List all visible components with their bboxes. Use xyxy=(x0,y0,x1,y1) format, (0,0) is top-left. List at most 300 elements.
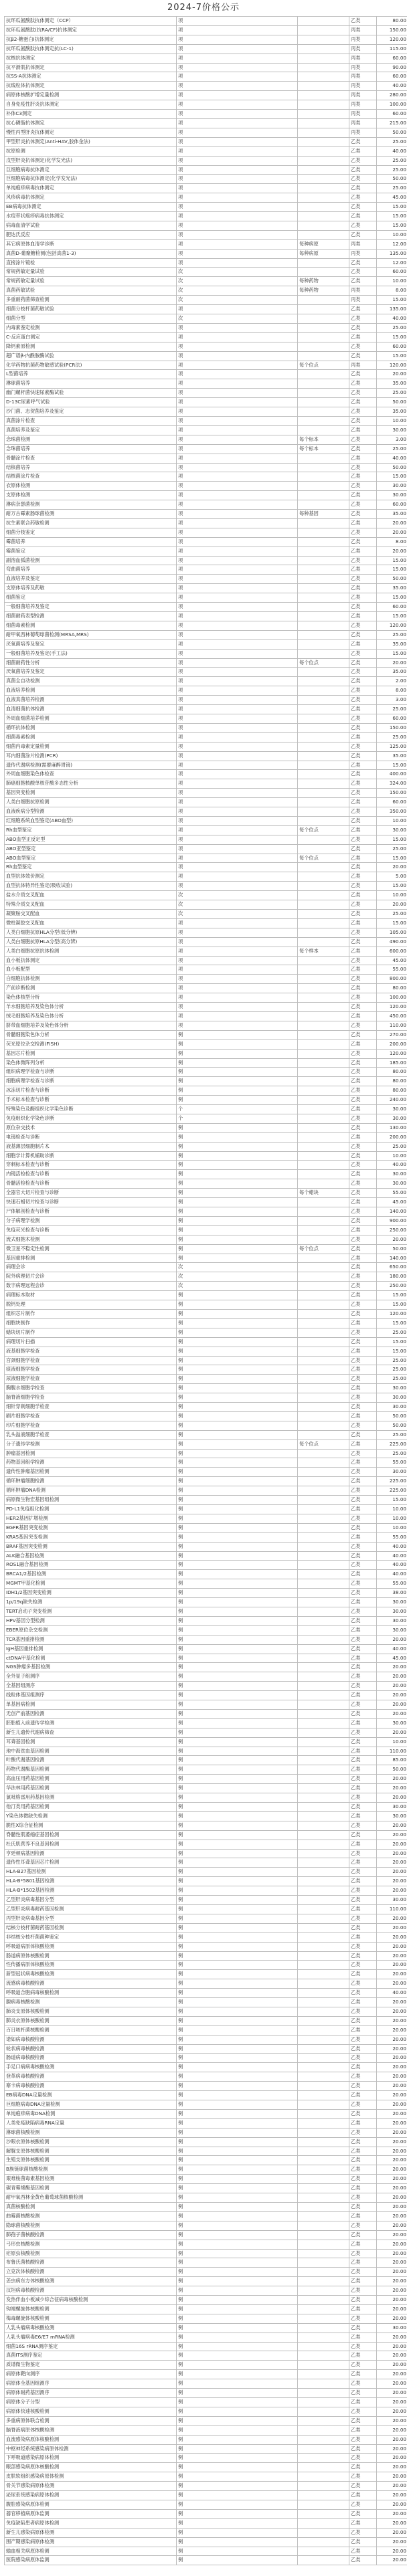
table-row xyxy=(5,882,407,891)
cell-note xyxy=(298,2211,349,2221)
table-row xyxy=(5,2258,407,2268)
cell-item-name: 其它病原体血清学诊断 xyxy=(5,239,177,249)
cell-unit: 例 xyxy=(177,2211,298,2221)
table-row xyxy=(5,444,407,454)
table-row xyxy=(5,1421,407,1430)
cell-unit: 项 xyxy=(177,100,298,110)
table-row xyxy=(5,165,407,175)
cell-unit: 例 xyxy=(177,1998,298,2007)
table-row xyxy=(5,342,407,351)
cell-note xyxy=(298,2518,349,2528)
table-row xyxy=(5,816,407,825)
cell-item-name: 病理标本取材 xyxy=(5,1291,177,1300)
cell-note xyxy=(298,1086,349,1096)
cell-note xyxy=(298,686,349,696)
cell-item-name: Rh血型鉴定 xyxy=(5,825,177,835)
cell-unit: 例 xyxy=(177,1747,298,1756)
cell-unit: 例 xyxy=(177,2500,298,2509)
cell-unit: 项 xyxy=(177,416,298,425)
cell-unit: 例 xyxy=(177,2147,298,2156)
cell-price: 20.00 xyxy=(377,2025,407,2035)
cell-category: 乙类 xyxy=(349,918,377,928)
cell-unit: 例 xyxy=(177,2407,298,2416)
cell-note xyxy=(298,2323,349,2333)
cell-unit: 项 xyxy=(177,732,298,742)
cell-unit: 例 xyxy=(177,1123,298,1132)
cell-price: 25.00 xyxy=(377,165,407,175)
table-row xyxy=(5,2147,407,2156)
cell-item-name: 支原体检测 xyxy=(5,491,177,500)
cell-category: 丙类 xyxy=(349,25,377,35)
cell-unit: 例 xyxy=(177,1942,298,1951)
cell-item-name: 血小板抗体测定 xyxy=(5,956,177,965)
cell-price: 110.00 xyxy=(377,1747,407,1756)
cell-note xyxy=(298,630,349,639)
cell-note xyxy=(298,1151,349,1161)
cell-price: 35.00 xyxy=(377,407,407,417)
cell-category: 乙类 xyxy=(349,258,377,268)
cell-category: 乙类 xyxy=(349,342,377,351)
cell-unit: 例 xyxy=(177,1077,298,1086)
cell-item-name: ABO血型正反定型 xyxy=(5,835,177,844)
cell-unit: 项 xyxy=(177,677,298,686)
cell-price: 30.00 xyxy=(377,482,407,491)
cell-price: 30.00 xyxy=(377,1607,407,1616)
cell-unit: 项 xyxy=(177,118,298,128)
cell-item-name: EB病毒抗体测定 xyxy=(5,203,177,212)
cell-item-name: 呼吸道病原体核酸检测 xyxy=(5,1942,177,1951)
cell-note xyxy=(298,398,349,407)
cell-note xyxy=(298,1644,349,1654)
cell-price: 40.00 xyxy=(377,146,407,156)
cell-note xyxy=(298,44,349,54)
cell-price: 20.00 xyxy=(377,2137,407,2147)
cell-note xyxy=(298,1672,349,1682)
cell-unit: 例 xyxy=(177,2035,298,2044)
cell-item-name: 甲型肝炎抗体测定(Anti-HAV,胶体金法) xyxy=(5,137,177,146)
cell-item-name: MGMT甲基化检测 xyxy=(5,1579,177,1589)
cell-unit: 例 xyxy=(177,2491,298,2500)
cell-item-name: 杜氏肌营养不良基因检测 xyxy=(5,1840,177,1849)
cell-unit: 项 xyxy=(177,332,298,342)
cell-note xyxy=(298,1384,349,1393)
cell-price: 5.00 xyxy=(377,872,407,882)
cell-unit: 例 xyxy=(177,1933,298,1942)
cell-unit: 次 xyxy=(177,1272,298,1282)
table-row xyxy=(5,239,407,249)
cell-item-name: 细针穿刺细胞学检查 xyxy=(5,1403,177,1412)
cell-unit: 项 xyxy=(177,165,298,175)
cell-note xyxy=(298,2202,349,2211)
cell-item-name: 副溶血弧菌检测 xyxy=(5,556,177,565)
cell-category: 乙类 xyxy=(349,175,377,184)
cell-unit: 例 xyxy=(177,1337,298,1347)
cell-note xyxy=(298,2444,349,2454)
cell-item-name: 脊髓性肌萎缩症基因检测 xyxy=(5,1830,177,1840)
cell-price: 20.00 xyxy=(377,1793,407,1803)
table-row xyxy=(5,705,407,714)
cell-price: 20.00 xyxy=(377,1672,407,1682)
cell-price: 20.00 xyxy=(377,1979,407,1989)
cell-category: 乙类 xyxy=(349,407,377,417)
cell-category: 乙类 xyxy=(349,658,377,668)
cell-price: 50.00 xyxy=(377,1244,407,1254)
cell-category: 乙类 xyxy=(349,1468,377,1477)
cell-unit: 例 xyxy=(177,2016,298,2025)
cell-item-name: 血清细菌抗体检测 xyxy=(5,705,177,714)
cell-unit: 例 xyxy=(177,2435,298,2444)
cell-category: 乙类 xyxy=(349,1151,377,1161)
cell-unit: 项 xyxy=(177,128,298,137)
cell-unit: 项 xyxy=(177,696,298,705)
cell-price: 120.00 xyxy=(377,621,407,630)
cell-price: 30.00 xyxy=(377,1896,407,1905)
cell-item-name: 肺孢子菌核酸检测 xyxy=(5,2230,177,2240)
cell-unit: 项 xyxy=(177,91,298,100)
cell-item-name: 基因重排检测 xyxy=(5,1254,177,1263)
cell-item-name: 胸腹水细胞学检查 xyxy=(5,1384,177,1393)
cell-price: 20.00 xyxy=(377,1663,407,1672)
cell-note xyxy=(298,1625,349,1635)
table-row xyxy=(5,928,407,937)
cell-item-name: 肺癌细胞核酸单核苷酸多态性分析 xyxy=(5,779,177,789)
table-row xyxy=(5,1189,407,1198)
cell-item-name: ctDNA甲基化检测 xyxy=(5,1654,177,1663)
cell-item-name: 病原体快速核酸检测 xyxy=(5,2407,177,2416)
cell-category: 乙类 xyxy=(349,807,377,817)
cell-price: 35.00 xyxy=(377,510,407,519)
cell-item-name: 细菌毒素检测 xyxy=(5,732,177,742)
cell-category: 乙类 xyxy=(349,416,377,425)
cell-note xyxy=(298,175,349,184)
cell-unit: 项 xyxy=(177,193,298,203)
cell-category: 乙类 xyxy=(349,1068,377,1077)
cell-note xyxy=(298,928,349,937)
cell-item-name: 快速石蜡切片检查与诊断 xyxy=(5,1198,177,1207)
table-row xyxy=(5,2240,407,2249)
cell-unit: 项 xyxy=(177,723,298,732)
cell-unit: 项 xyxy=(177,500,298,510)
cell-note xyxy=(298,2482,349,2491)
cell-category: 乙类 xyxy=(349,612,377,621)
cell-item-name: 遗传代谢病检测(需要麻醉胃镜) xyxy=(5,761,177,770)
cell-price: 20.00 xyxy=(377,2100,407,2110)
cell-item-name: 血型抗体效价测定 xyxy=(5,872,177,882)
cell-item-name: 全器官大切片检查与诊断 xyxy=(5,1189,177,1198)
cell-note xyxy=(298,2296,349,2305)
cell-price: 60.00 xyxy=(377,54,407,63)
cell-item-name: 寨卡病毒核酸检测 xyxy=(5,2082,177,2091)
cell-category: 乙类 xyxy=(349,1561,377,1570)
cell-price: 25.00 xyxy=(377,1430,407,1440)
table-row xyxy=(5,918,407,928)
cell-item-name: 人类白细胞抗原抗体检测 xyxy=(5,947,177,956)
cell-unit: 例 xyxy=(177,1635,298,1644)
cell-category: 乙类 xyxy=(349,2165,377,2175)
cell-item-name: 肥达氏反应 xyxy=(5,230,177,239)
cell-price: 40.00 xyxy=(377,1644,407,1654)
cell-item-name: 遗传性肿瘤基因检测 xyxy=(5,1468,177,1477)
cell-category: 乙类 xyxy=(349,1532,377,1542)
cell-category: 乙类 xyxy=(349,900,377,910)
table-row xyxy=(5,1542,407,1551)
cell-category: 乙类 xyxy=(349,2342,377,2351)
cell-note xyxy=(298,2230,349,2240)
table-row xyxy=(5,1225,407,1235)
cell-item-name: 真菌涂片检查 xyxy=(5,416,177,425)
cell-price: 30.00 xyxy=(377,1384,407,1393)
cell-unit: 项 xyxy=(177,54,298,63)
cell-category: 乙类 xyxy=(349,1216,377,1225)
table-row xyxy=(5,1840,407,1849)
cell-note xyxy=(298,1784,349,1793)
cell-unit: 例 xyxy=(177,1309,298,1318)
cell-item-name: 真菌核酸检测 xyxy=(5,2202,177,2211)
cell-price: 20.00 xyxy=(377,2463,407,2472)
cell-item-name: 循环肿瘤细胞检测 xyxy=(5,1477,177,1486)
cell-item-name: 真菌全自动检测 xyxy=(5,677,177,686)
cell-unit: 例 xyxy=(177,2463,298,2472)
cell-note xyxy=(298,761,349,770)
table-row xyxy=(5,1468,407,1477)
cell-item-name: 特殊染色及酶组织化学染色诊断 xyxy=(5,1105,177,1114)
cell-item-name: 耳内细菌涂片检测(PCR) xyxy=(5,751,177,761)
cell-note: 每个蜡块 xyxy=(298,1189,349,1198)
cell-note xyxy=(298,1365,349,1375)
cell-item-name: 细胞病理学检查与诊断 xyxy=(5,1077,177,1086)
cell-category: 乙类 xyxy=(349,2249,377,2258)
table-row xyxy=(5,258,407,268)
cell-note xyxy=(298,900,349,910)
table-row xyxy=(5,1384,407,1393)
cell-price: 20.00 xyxy=(377,1923,407,1933)
cell-category: 乙类 xyxy=(349,1039,377,1049)
cell-unit: 项 xyxy=(177,472,298,482)
cell-unit: 次 xyxy=(177,314,298,324)
cell-note xyxy=(298,2240,349,2249)
table-row xyxy=(5,2351,407,2361)
cell-price: 20.00 xyxy=(377,2044,407,2054)
cell-unit: 例 xyxy=(177,2118,298,2128)
table-row xyxy=(5,1142,407,1151)
table-row xyxy=(5,435,407,444)
cell-price: 20.00 xyxy=(377,1886,407,1896)
cell-item-name: 细菌分型 xyxy=(5,314,177,324)
cell-price: 45.00 xyxy=(377,956,407,965)
cell-price: 20.00 xyxy=(377,2398,407,2407)
cell-unit: 次 xyxy=(177,1263,298,1272)
cell-price: 80.00 xyxy=(377,984,407,993)
table-row xyxy=(5,2342,407,2351)
cell-unit: 例 xyxy=(177,2175,298,2184)
table-row xyxy=(5,1486,407,1496)
cell-category: 乙类 xyxy=(349,1635,377,1644)
cell-item-name: 染色体微阵列分析 xyxy=(5,1058,177,1068)
cell-note xyxy=(298,1579,349,1589)
cell-category: 乙类 xyxy=(349,556,377,565)
cell-item-name: 厌氧菌培养及鉴定 xyxy=(5,668,177,677)
table-row xyxy=(5,1216,407,1225)
table-row xyxy=(5,789,407,798)
cell-price: 20.00 xyxy=(377,2118,407,2128)
cell-unit: 项 xyxy=(177,565,298,575)
cell-unit: 例 xyxy=(177,2537,298,2547)
cell-item-name: 血小板配型 xyxy=(5,965,177,975)
cell-price: 110.00 xyxy=(377,1021,407,1030)
cell-category: 丙类 xyxy=(349,118,377,128)
cell-category: 乙类 xyxy=(349,1868,377,1877)
cell-category: 乙类 xyxy=(349,910,377,919)
table-row xyxy=(5,1086,407,1096)
cell-unit: 项 xyxy=(177,993,298,1003)
table-row xyxy=(5,2547,407,2556)
cell-note xyxy=(298,1170,349,1179)
cell-category: 乙类 xyxy=(349,2100,377,2110)
table-row xyxy=(5,2472,407,2482)
cell-category: 乙类 xyxy=(349,1318,377,1328)
cell-unit: 例 xyxy=(177,1468,298,1477)
cell-category: 乙类 xyxy=(349,2044,377,2054)
cell-note xyxy=(298,54,349,63)
table-row xyxy=(5,2407,407,2416)
cell-note xyxy=(298,1216,349,1225)
table-row xyxy=(5,1161,407,1170)
table-row xyxy=(5,612,407,621)
cell-note xyxy=(298,2156,349,2165)
cell-price: 15.00 xyxy=(377,565,407,575)
cell-category: 乙类 xyxy=(349,1440,377,1449)
cell-item-name: 数字病理远程会诊 xyxy=(5,1282,177,1291)
cell-price: 55.00 xyxy=(377,965,407,975)
table-row xyxy=(5,370,407,379)
cell-category: 乙类 xyxy=(349,2202,377,2211)
cell-price: 35.00 xyxy=(377,668,407,677)
cell-price: 900.00 xyxy=(377,1216,407,1225)
cell-note xyxy=(298,296,349,305)
table-row xyxy=(5,639,407,649)
cell-category: 乙类 xyxy=(349,1505,377,1514)
cell-category: 乙类 xyxy=(349,305,377,314)
cell-note xyxy=(298,1914,349,1923)
cell-price: 20.00 xyxy=(377,2230,407,2240)
cell-price: 20.00 xyxy=(377,863,407,872)
cell-price: 140.00 xyxy=(377,1254,407,1263)
table-row xyxy=(5,2165,407,2175)
cell-unit: 例 xyxy=(177,1830,298,1840)
cell-note xyxy=(298,770,349,779)
table-row xyxy=(5,603,407,612)
cell-unit: 项 xyxy=(177,370,298,379)
table-row xyxy=(5,1003,407,1012)
cell-note xyxy=(298,118,349,128)
cell-unit: 项 xyxy=(177,584,298,593)
cell-note xyxy=(298,2249,349,2258)
cell-item-name: 水痘带状疱疹病毒抗体测定 xyxy=(5,212,177,221)
table-row xyxy=(5,1803,407,1812)
cell-item-name: 眼部感染病原体核酸检测 xyxy=(5,2463,177,2472)
cell-unit: 项 xyxy=(177,482,298,491)
cell-item-name: 隐球菌核酸检测 xyxy=(5,2221,177,2230)
table-row xyxy=(5,323,407,332)
cell-category: 丙类 xyxy=(349,72,377,82)
table-row xyxy=(5,2175,407,2184)
cell-price: 20.00 xyxy=(377,1775,407,1784)
table-row xyxy=(5,547,407,556)
table-row xyxy=(5,1923,407,1933)
cell-item-name: NGS肿瘤多基因检测 xyxy=(5,1663,177,1672)
cell-price: 25.00 xyxy=(377,910,407,919)
cell-unit: 例 xyxy=(177,1347,298,1356)
table-row xyxy=(5,2109,407,2118)
cell-unit: 例 xyxy=(177,1300,298,1310)
cell-item-name: 脐带血细胞培养及染色体分析 xyxy=(5,1021,177,1030)
table-row xyxy=(5,1411,407,1421)
cell-price: 25.00 xyxy=(377,844,407,854)
table-row xyxy=(5,1635,407,1644)
cell-price: 20.00 xyxy=(377,2435,407,2444)
cell-price: 40.00 xyxy=(377,1989,407,1998)
cell-item-name: 叶酸代谢基因检测 xyxy=(5,1756,177,1765)
cell-unit: 例 xyxy=(177,2184,298,2193)
cell-unit: 例 xyxy=(177,1644,298,1654)
table-row xyxy=(5,454,407,463)
cell-unit: 例 xyxy=(177,2249,298,2258)
table-row xyxy=(5,1011,407,1021)
cell-category: 乙类 xyxy=(349,1914,377,1923)
cell-unit: 例 xyxy=(177,1589,298,1598)
cell-item-name: 艰难梭菌毒素基因检测 xyxy=(5,2175,177,2184)
cell-category: 乙类 xyxy=(349,1132,377,1142)
cell-note xyxy=(298,2258,349,2268)
cell-category: 丙类 xyxy=(349,91,377,100)
cell-item-name: 人类白细胞抗原检测 xyxy=(5,798,177,807)
cell-note xyxy=(298,184,349,193)
cell-unit: 项 xyxy=(177,816,298,825)
cell-category: 乙类 xyxy=(349,1123,377,1132)
cell-category: 乙类 xyxy=(349,1375,377,1384)
cell-item-name: 病原体分子分型 xyxy=(5,2398,177,2407)
cell-note xyxy=(298,1356,349,1365)
cell-item-name: 戊型肝炎抗体测定(化学发光法) xyxy=(5,156,177,165)
cell-unit: 例 xyxy=(177,1821,298,1830)
cell-item-name: 免疫缺陷患者病原体检测 xyxy=(5,2518,177,2528)
cell-unit: 例 xyxy=(177,2389,298,2398)
cell-price: 10.00 xyxy=(377,816,407,825)
cell-unit: 例 xyxy=(177,2296,298,2305)
cell-price: 25.00 xyxy=(377,1375,407,1384)
cell-price: 105.00 xyxy=(377,928,407,937)
cell-price: 225.00 xyxy=(377,1486,407,1496)
cell-note xyxy=(298,872,349,882)
table-row xyxy=(5,277,407,286)
cell-unit: 例 xyxy=(177,1672,298,1682)
cell-unit: 例 xyxy=(177,1896,298,1905)
cell-note xyxy=(298,1682,349,1691)
cell-note xyxy=(298,1058,349,1068)
cell-price: 20.00 xyxy=(377,2509,407,2518)
table-row xyxy=(5,1625,407,1635)
cell-category: 乙类 xyxy=(349,2482,377,2491)
cell-category: 丙类 xyxy=(349,35,377,44)
cell-note xyxy=(298,1830,349,1840)
cell-item-name: 抗环瓜氨酸肽(抗RA/CF)抗体测定 xyxy=(5,25,177,35)
cell-category: 乙类 xyxy=(349,1198,377,1207)
cell-category: 乙类 xyxy=(349,146,377,156)
cell-category: 乙类 xyxy=(349,1086,377,1096)
cell-note xyxy=(298,593,349,603)
table-row xyxy=(5,1458,407,1468)
cell-unit: 例 xyxy=(177,1430,298,1440)
